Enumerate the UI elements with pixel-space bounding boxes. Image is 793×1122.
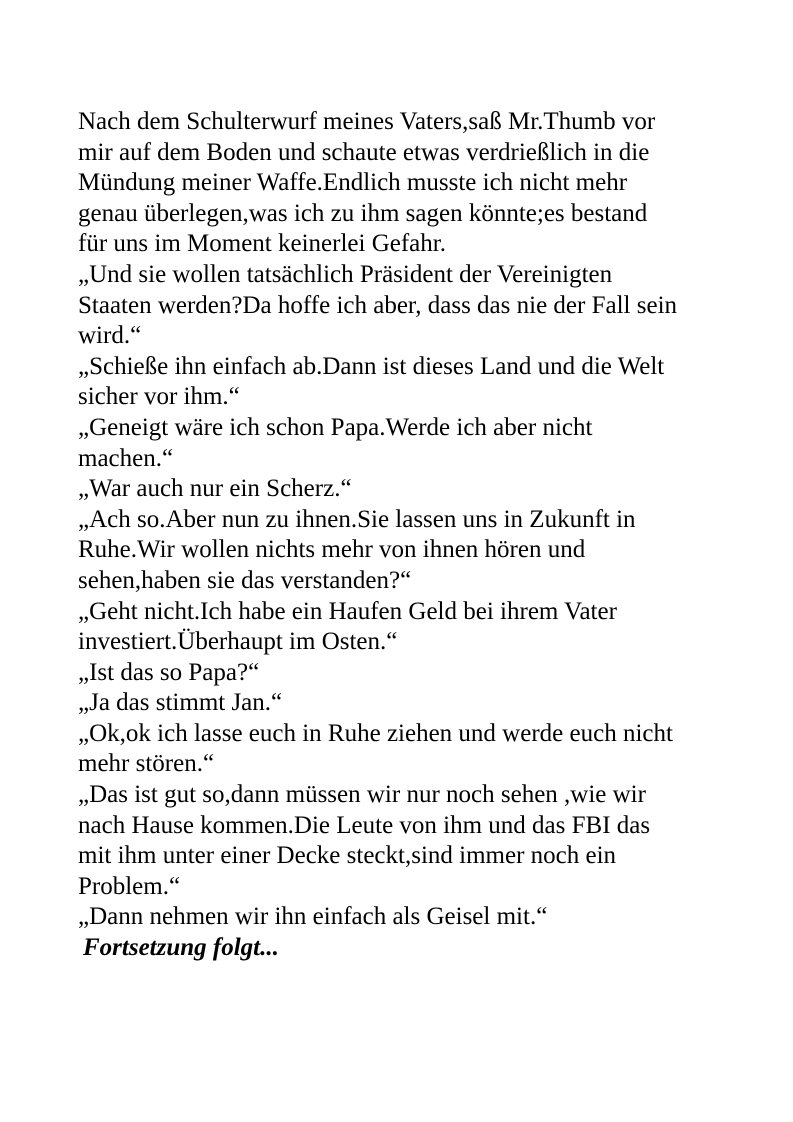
dialogue-paragraph: „Ja das stimmt Jan.“ — [78, 689, 283, 717]
dialogue-paragraph: „Und sie wollen tatsächlich Präsident der Vereinigten Staaten werden?Da hoffe ich aber, dass das nie der Fall sein wird.“ — [78, 260, 678, 350]
story-text — [78, 107, 728, 964]
dialogue-paragraph: „Ok,ok ich lasse euch in Ruhe ziehen und werde euch nicht mehr stören.“ — [78, 719, 673, 778]
dialogue-paragraph: „Geht nicht.Ich habe ein Haufen Geld bei ihrem Vater investiert.Überhaupt im Osten.“ — [78, 597, 617, 656]
dialogue-paragraph: „Ist das so Papa?“ — [78, 658, 260, 686]
dialogue-paragraph: „Ach so.Aber nun zu ihnen.Sie lassen uns in Zukunft in Ruhe.Wir wollen nichts mehr von ihnen hören und sehen,haben sie das verstanden?“ — [78, 505, 636, 594]
dialogue-paragraph: „Dann nehmen wir ihn einfach als Geisel mit.“ — [78, 903, 548, 931]
dialogue-paragraph: „Schieße ihn einfach ab.Dann ist dieses Land und die Welt sicher vor ihm.“ — [78, 352, 665, 411]
dialogue-paragraph: „Geneigt wäre ich schon Papa.Werde ich aber nicht machen.“ — [78, 413, 593, 472]
to-be-continued: Fortsetzung folgt... — [83, 934, 279, 962]
dialogue-paragraph: „War auch nur ein Scherz.“ — [78, 475, 352, 503]
dialogue-paragraph: „Das ist gut so,dann müssen wir nur noch sehen ,wie wir nach Hause kommen.Die Leute von ihm und das FBI das mit ihm unter einer Decke steckt,sind immer noch ein Problem.“ — [78, 781, 651, 900]
narrative-paragraph: Nach dem Schulterwurf meines Vaters,saß Mr.Thumb vor mir auf dem Boden und schaute etwas verdrießlich in die Mündung meiner Waffe.Endlich musste ich nicht mehr genau überlegen,was ich zu ihm sagen könnte;es bestand für uns im Moment keinerlei Gefahr. — [78, 108, 656, 258]
